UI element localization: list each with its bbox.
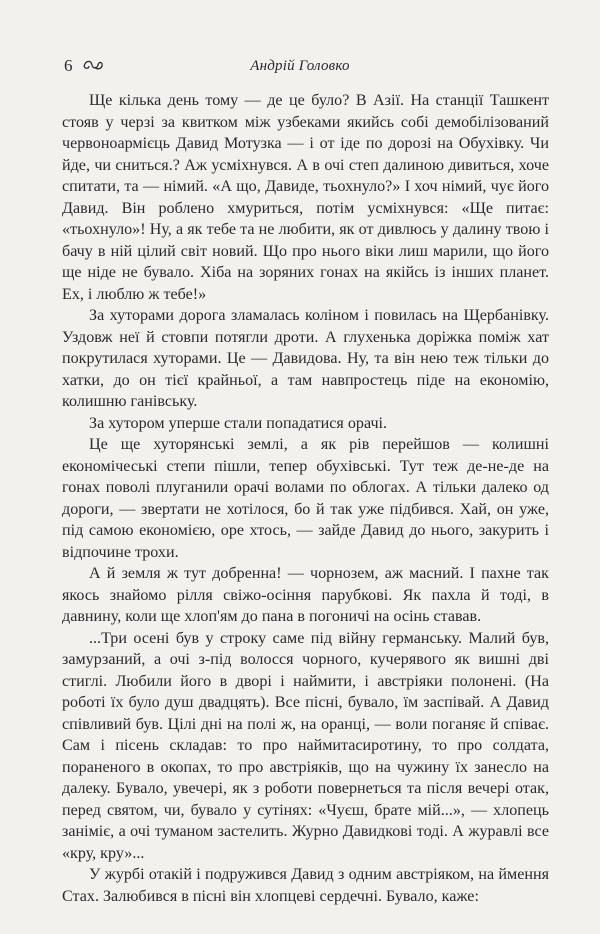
paragraph: У журбі отакій і подружився Давид з одним австріяком, на ймення Стах. Залюбився в пісні він хлопцеві сердечні. Бувало, каже: — [62, 866, 549, 905]
running-head: Андрій Головко — [250, 58, 350, 74]
body-text — [62, 90, 549, 907]
paragraph: За хуторами дорога зламалась коліном і повилась на Щербанівку. Уздовж неї й стовпи потягли дроти. А глухенька доріжка поміж хат покрутилася хуторами. Це — Давидова. Ну, та він нею теж тільки до хатки, до он тієї крайньої, а там навпростець піде на економію, колишню ганівську. — [62, 307, 549, 410]
paragraph: Це ще хуторянські землі, а як рів перейшов — колишні економічеські степи пішли, тепер обухівські. Тут теж де-не-де на гонах поволі плуганили орачі волами по облогах. А тільки далеко од дороги, — звертати не хотілося, бо й так уже підбився. Хай, он уже, під самою економією, оре хтось, — зайде Давид до нього, закурить і відпочине трохи. — [62, 436, 549, 561]
paragraph: А й земля ж тут добренна! — чорнозем, аж масний. І пахне так якось знайомо рілля свіжо-осіння парубкові. Як пахла й тоді, в давнину, коли ще хлоп'ям до пана в погоничі на осінь ставав. — [62, 565, 549, 625]
paragraph: ...Три осені був у строку саме під війну германську. Малий був, замурзаний, а очі з-під волосся чорного, кучерявого як вишні дві стиглі. Любили його в дворі і наймити, і австріяки полонені. (На роботі їх було душ двадцять). Все пісні, бувало, їм заспівай. А Давид співливий був. Цілі дні на полі ж, на оранці, — воли поганяє й співає. Сам і пісень складав: то про наймитасиротину, то про солдата, пораненого в окопах, то про австріяків, що на чужину їх занесло на далеку. Бувало, увечері, як з роботи повернеться та після вечері отак, перед святом, чи, бувало у сутінях: «Чуєш, брате мій...», — хлопець заніміє, а очі туманом застелить. Журно Давидкові тоді. А журавлі все «кру, кру»... — [62, 629, 549, 862]
page-header — [62, 56, 538, 80]
paragraph: Ще кілька день тому — де це було? В Азії. На станції Ташкент стояв у черзі за квитком між узбеками якийсь собі демобілізований червоноармієць Давид Мотузка — і от іде по дорозі на Обухівку. Чи йде, чи сниться.? Аж усміхнувся. А в очі степ далиною дивиться, хоче спитати, та — німий. «А що, Давиде, тьохнуло?» І хоч німий, чує його Давид. Він роблено хмуриться, потім усміхнувся: «Ще питає: «тьохнуло»! Ну, а як тебе та не любити, як от дивлюсь у далину твою і бачу в ній цілий світ новий. Що про нього віки лиш марили, що його ще ніде не бувало. Хіба на зоряних гонах на якійсь із інших планет. Ех, і люблю ж тебе!» — [62, 92, 549, 303]
page-number: 6 — [64, 56, 73, 75]
paragraph: За хутором уперше стали попадатися орачі. — [89, 414, 388, 432]
